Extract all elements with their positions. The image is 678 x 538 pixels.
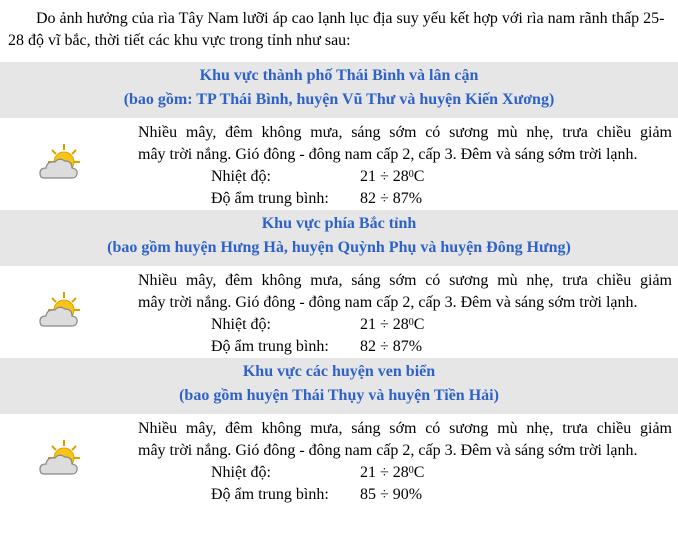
partly-cloudy-sun-icon: [38, 438, 82, 482]
section-title: Khu vực thành phố Thái Bình và lân cận: [199, 67, 479, 84]
partly-cloudy-sun-icon: [38, 142, 82, 186]
section-title: Khu vực phía Bắc tỉnh: [261, 215, 417, 232]
section-header-coastal: [0, 358, 678, 414]
humidity-label: Độ ẩm trung bình:: [211, 190, 329, 207]
humidity-value: 85 ÷ 90%: [360, 486, 423, 503]
intro-text: Do ảnh hưởng của rìa Tây Nam lưỡi áp cao lạnh lục địa suy yếu kết hợp với rìa nam rãnh thấp 25-28 độ vĩ bắc, thời tiết các khu vực trong tỉnh như sau:: [8, 10, 665, 49]
section-subtitle: (bao gồm huyện Thái Thụy và huyện Tiền Hải): [179, 387, 499, 404]
description-line-1: Nhiều mây, đêm không mưa, sáng sớm có sương mù nhẹ, trưa chiều giảm: [138, 124, 672, 141]
description-line-2: mây trời nắng. Gió đông - đông nam cấp 2, cấp 3. Đêm và sáng sớm trời lạnh.: [138, 146, 638, 163]
humidity-value: 82 ÷ 87%: [360, 190, 423, 207]
section-body-north: [0, 266, 678, 358]
section-subtitle: (bao gồm: TP Thái Bình, huyện Vũ Thư và huyện Kiến Xương): [123, 91, 555, 108]
section-subtitle: (bao gồm huyện Hưng Hà, huyện Quỳnh Phụ và huyện Đông Hưng): [107, 239, 571, 256]
humidity-label: Độ ẩm trung bình:: [211, 338, 329, 355]
weather-description: [138, 270, 672, 314]
weather-description: [138, 418, 672, 462]
section-body-coastal: [0, 414, 678, 506]
humidity-value: 82 ÷ 87%: [360, 338, 423, 355]
temperature-label: Nhiệt độ:: [211, 168, 271, 185]
temperature-value: $21 \div 28^0C$: [360, 464, 425, 481]
section-header-north: [0, 210, 678, 266]
partly-cloudy-sun-icon: [38, 290, 82, 334]
section-header-city: [0, 62, 678, 118]
temperature-label: Nhiệt độ:: [211, 316, 271, 333]
description-line-2: mây trời nắng. Gió đông - đông nam cấp 2, cấp 3. Đêm và sáng sớm trời lạnh.: [138, 442, 638, 459]
intro-paragraph: [0, 8, 678, 52]
temperature-label: Nhiệt độ:: [211, 464, 271, 481]
temperature-value: $21 \div 28^0C$: [360, 168, 425, 185]
temperature-value: $21 \div 28^0C$: [360, 316, 425, 333]
section-body-city: [0, 118, 678, 210]
humidity-label: Độ ẩm trung bình:: [211, 486, 329, 503]
description-line-1: Nhiều mây, đêm không mưa, sáng sớm có sương mù nhẹ, trưa chiều giảm: [138, 272, 672, 289]
description-line-1: Nhiều mây, đêm không mưa, sáng sớm có sương mù nhẹ, trưa chiều giảm: [138, 420, 672, 437]
weather-description: [138, 122, 672, 166]
section-title: Khu vực các huyện ven biển: [242, 363, 436, 380]
description-line-2: mây trời nắng. Gió đông - đông nam cấp 2, cấp 3. Đêm và sáng sớm trời lạnh.: [138, 294, 638, 311]
